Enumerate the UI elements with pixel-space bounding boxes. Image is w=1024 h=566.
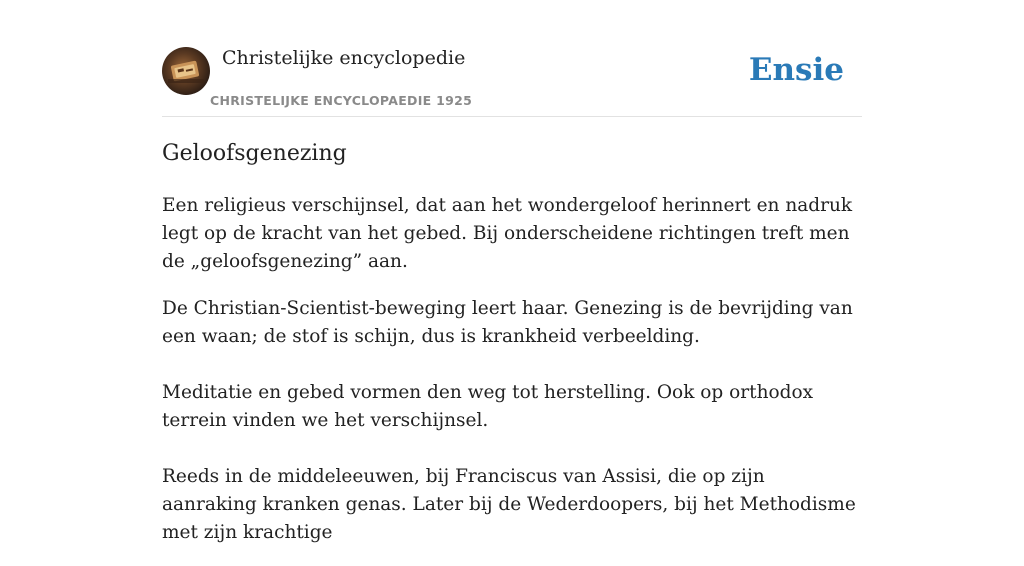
article-paragraph: De Christian-Scientist-beweging leert haar. Genezing is de bevrijding van een waan; de stof is schijn, dus is krankheid verbeelding. — [162, 298, 853, 347]
article-body — [162, 192, 862, 566]
source-avatar[interactable] — [162, 47, 210, 95]
brand-logo[interactable]: Ensie — [748, 52, 844, 88]
article-paragraph: Een religieus verschijnsel, dat aan het wondergeloof herinnert en nadruk legt op de kracht van het gebed. Bij onderscheidene richtingen treft men de „geloofsgenezing” aan. — [162, 195, 853, 272]
article-paragraph: Meditatie en gebed vormen den weg tot herstelling. Ook op orthodox terrein vinden we het verschijnsel. — [162, 382, 814, 431]
article-title: Geloofsgenezing — [162, 141, 347, 166]
header — [162, 0, 862, 117]
source-subtitle[interactable]: CHRISTELIJKE ENCYCLOPAEDIE 1925 — [210, 93, 473, 108]
book-thumbnail-icon — [162, 47, 210, 95]
source-title[interactable]: Christelijke encyclopedie — [222, 47, 466, 69]
article-paragraph: Reeds in de middeleeuwen, bij Franciscus van Assisi, die op zijn aanraking kranken genas. Later bij de Wederdoopers, bij het Methodisme met zijn krachtige — [162, 466, 856, 543]
content-column — [162, 0, 862, 543]
